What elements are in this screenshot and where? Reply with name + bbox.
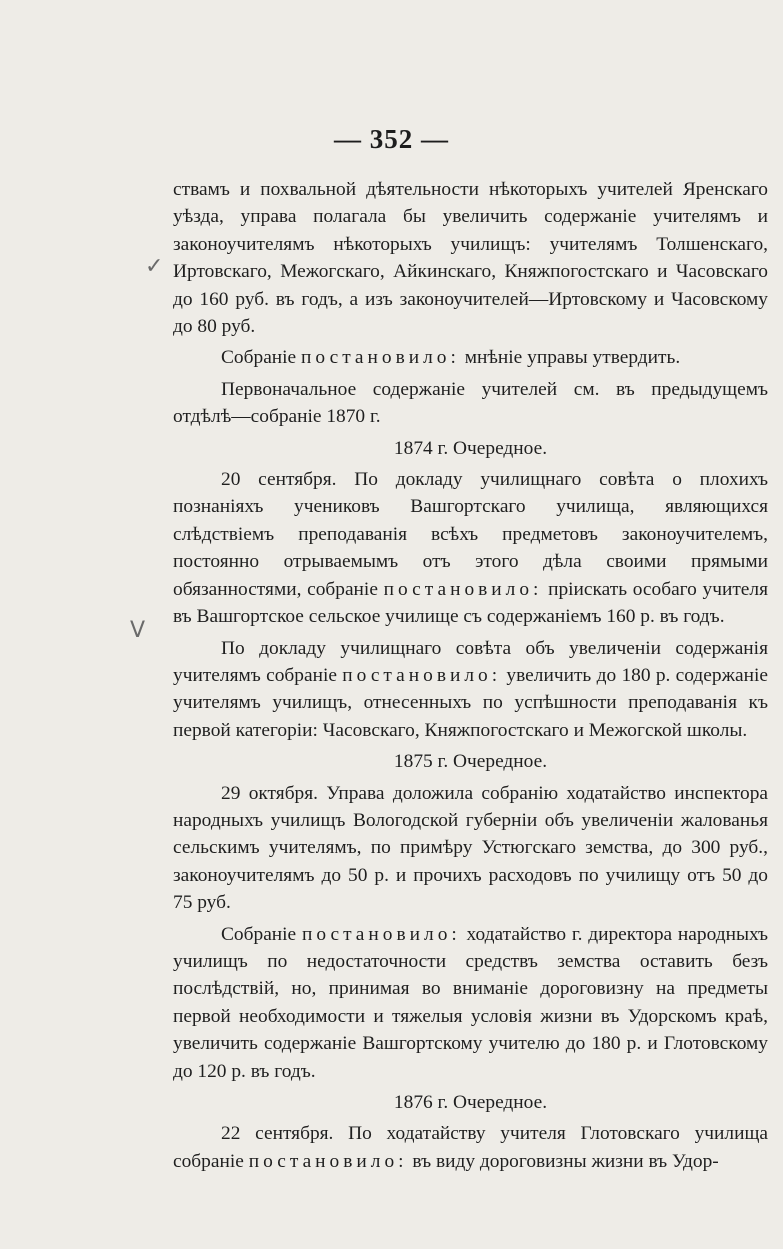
section-heading-1875: 1875 г. Очередное. [393, 751, 548, 773]
resolution-keyword: постановило: [248, 1150, 408, 1172]
paragraph-lead: 20 сентября. По докладу училищнаго совѣта о плохихъ познаніяхъ учениковъ Вашгортскаго училища, являющихся слѣдствіемъ преподаванія всѣхъ предметовъ законоучителемъ, постоянно отрываемымъ отъ этого дѣла своими прямыми обязанностями, собраніе [173, 469, 768, 600]
resolution-keyword: постановило: [301, 923, 461, 945]
resolution-text: въ виду дороговизны жизни въ Удор- [412, 1150, 719, 1172]
paragraph-lead: По докладу училищнаго совѣта объ увеличеніи содержанія учителямъ собраніе [173, 637, 768, 686]
section-heading-1874: 1874 г. Очередное. [393, 437, 548, 459]
paragraph-lead: 22 сентября. По ходатайству учителя Глотовскаго училища собраніе [173, 1123, 768, 1172]
paragraph-sept-22 [173, 1120, 768, 1175]
resolution-text: ходатайство г. директора народныхъ училищъ по недостаточности средствъ земства оставить безъ послѣдствій, но, принимая во вниманіе дороговизну на предметы первой необходимости и тяжелыя условія жизни въ Удорскомъ краѣ, увеличить содержаніе Вашгортскому учителю до 180 р. и Глотовскому до 120 р. въ годъ. [173, 923, 768, 1082]
page-number: — 352 — [334, 124, 449, 154]
section-heading-1876: 1876 г. Очередное. [393, 1092, 548, 1113]
resolution-keyword: постановило: [342, 664, 502, 686]
resolution-text: увеличить до 180 р. содержаніе учителямъ училищъ, отнесенныхъ по успѣшности преподаванія къ первой категоріи: Часовскаго, Княжпогостскаго и Межогской школы. [173, 664, 768, 741]
resolution-keyword: постановило: [301, 347, 460, 369]
resolution-lead: Собраніе [221, 347, 297, 369]
resolution-keyword: постановило: [383, 578, 543, 600]
paragraph-resolution-1870 [173, 344, 768, 371]
margin-v-mark: V [130, 618, 146, 643]
body-text [173, 176, 768, 1179]
paragraph-reference-note: Первоначальное содержаніе учителей см. въ предыдущемъ отдѣлѣ—собраніе 1870 г. [173, 378, 768, 428]
resolution-text: мнѣніе управы утвердить. [464, 347, 681, 369]
margin-check-mark: ✓ [145, 254, 164, 279]
resolution-lead: Собраніе [221, 923, 297, 945]
paragraph-oct-29: 29 октября. Управа доложила собранію ходатайство инспектора народныхъ училищъ Вологодской губерніи объ увеличеніи жалованья сельскимъ учителямъ, по примѣру Устюгскаго земства, до 300 руб., законоучителямъ до 50 р. и прочихъ расходовъ по училищу отъ 50 до 75 руб. [173, 782, 768, 914]
paragraph-salary-increase [173, 635, 768, 745]
paragraph-continuation: ствамъ и похвальной дѣятельности нѣкоторыхъ учителей Яренскаго уѣзда, управа полагала бы увеличить содержаніе учителямъ и законоучителямъ нѣкоторыхъ училищъ: учителямъ Толшенскаго, Иртовскаго, Межогскаго, Айкинскаго, Княжпогостскаго и Часовскаго до 160 руб. въ годъ, а изъ законоучителей—Иртовскому и Часовскому до 80 руб. [173, 179, 768, 338]
paragraph-sept-20 [173, 466, 768, 630]
resolution-text: пріискать особаго учителя въ Вашгортское сельское училище съ содержаніемъ 160 р. въ годъ. [173, 578, 768, 628]
paragraph-resolution-1875 [173, 921, 768, 1085]
